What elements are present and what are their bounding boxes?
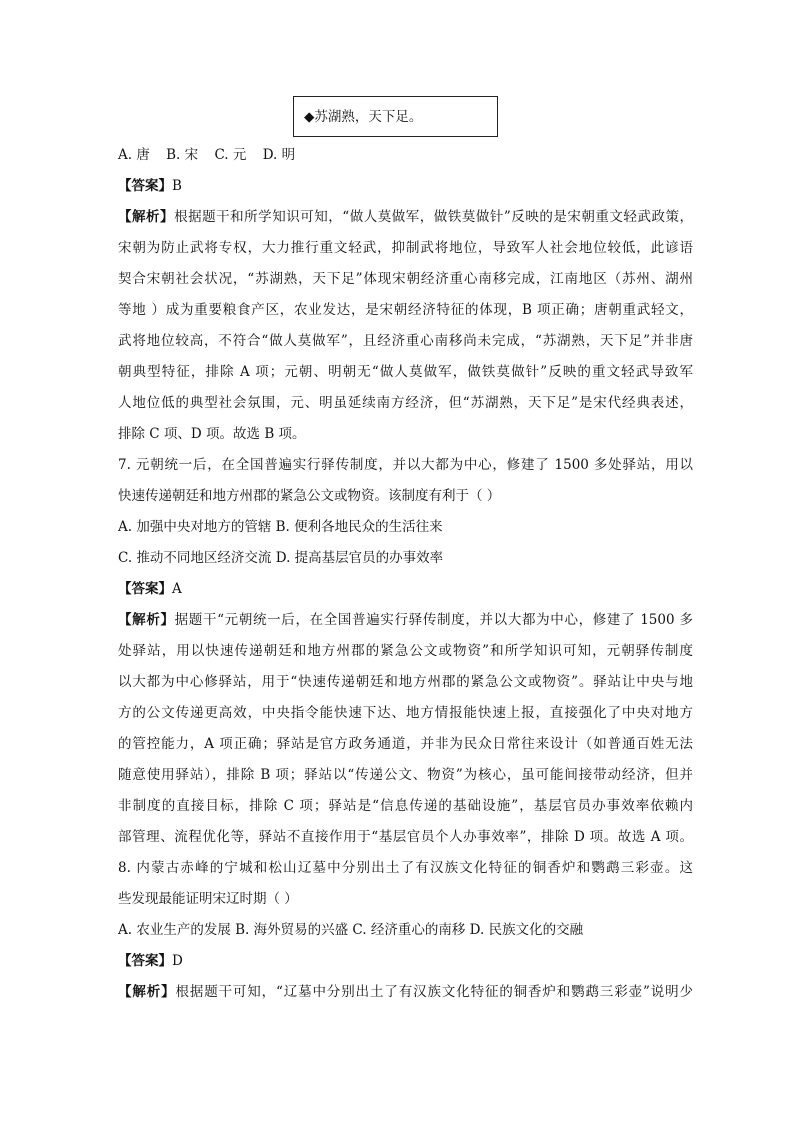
content-body [118,140,693,1008]
q7-options-line: C. 推动不同地区经济交流 D. 提高基层官员的办事效率 [118,550,444,566]
q6-answer [118,171,693,202]
q6-analysis-line: 契合宋朝社会状况，“苏湖熟，天下足”体现宋朝经济重心南移完成，江南地区（苏州、湖州 [118,271,693,287]
answer-tag: 【答案】 [118,581,172,597]
analysis-text: 据题干“元朝统一后，在全国普遍实行驿传制度，并以大都为中心，修建了 1500 多 [174,612,694,628]
q6-option-c: C. 元 [214,147,247,163]
q7-analysis-line: 以大都为中心修驿站，用于“快速传递朝廷和地方州郡的紧急公文或物资”。驿站让中央与地 [118,674,693,690]
q7-analysis-line: 随意使用驿站），排除 B 项；驿站以“传递公文、物资”为核心，虽可能间接带动经济，但并 [118,767,693,783]
q7-analysis-line: 处驿站，用以快速传递朝廷和地方州郡的紧急公文或物资”和所学知识可知，元朝驿传制度 [118,643,693,659]
q7-analysis-line: 方的公文传递更高效，中央指令能快速下达、地方情报能快速上报，直接强化了中央对地方 [118,705,693,721]
q8-stem-line: 些发现最能证明宋辽时期（ ） [118,891,298,907]
q8-answer [118,946,693,977]
q6-analysis-line: 宋朝为防止武将专权，大力推行重文轻武，抑制武将地位，导致军人社会地位较低，此谚语 [118,240,693,256]
q7-analysis-line [118,605,693,636]
q6-analysis-line [118,202,693,233]
q6-options [118,140,693,171]
q8-stem-line: 8. 内蒙古赤峰的宁城和松山辽墓中分别出土了有汉族文化特征的铜香炉和鹦鹉三彩壶。这 [118,860,693,876]
answer-tag: 【答案】 [118,953,172,969]
q8-options-line: A. 农业生产的发展 B. 海外贸易的兴盛 C. 经济重心的南移 D. 民族文化的交融 [118,922,584,938]
answer-value: B [172,178,182,194]
q7-analysis-line: 部管理、流程优化等，驿站不直接作用于“基层官员个人办事效率”，排除 D 项。故选 A 项。 [118,829,693,845]
q7-stem-line: 7. 元朝统一后，在全国普遍实行驿传制度，并以大都为中心，修建了 1500 多处驿站，用以 [118,457,693,473]
q7-analysis-line: 的管控能力，A 项正确；驿站是官方政务通道，并非为民众日常往来设计（如普通百姓无法 [118,736,693,752]
q8-analysis-line [118,977,693,1008]
answer-value: A [172,581,182,597]
q6-analysis-line: 排除 C 项、D 项。故选 B 项。 [118,426,306,442]
analysis-text: 根据题干可知，“辽墓中分别出土了有汉族文化特征的铜香炉和鹦鹉三彩壶”说明少 [175,984,693,1000]
q6-option-a: A. 唐 [118,147,150,163]
q6-analysis-line: 等地 ）成为重要粮食产区，农业发达，是宋朝经济特征的体现，B 项正确；唐朝重武轻文， [118,302,693,318]
quote-box [293,96,498,137]
q7-answer [118,574,693,605]
q7-options-line: A. 加强中央对地方的管辖 B. 便利各地民众的生活往来 [118,519,443,535]
analysis-text: 根据题干和所学知识可知，“做人莫做军，做铁莫做针”反映的是宋朝重文轻武政策， [174,209,694,225]
q7-analysis-line: 非制度的直接目标，排除 C 项；驿站是“信息传递的基础设施”，基层官员办事效率依赖内 [118,798,693,814]
q6-option-d: D. 明 [262,147,296,163]
q6-option-b: B. 宋 [166,147,199,163]
analysis-tag: 【解析】 [118,984,176,1000]
answer-tag: 【答案】 [118,178,172,194]
q6-analysis-line: 人地位低的典型社会氛围，元、明虽延续南方经济，但“苏湖熟，天下足”是宋代经典表述， [118,395,693,411]
q6-analysis-line: 朝典型特征，排除 A 项；元朝、明朝无“做人莫做军，做铁莫做针”反映的重文轻武导致军 [118,364,693,380]
analysis-tag: 【解析】 [118,612,175,628]
q7-stem-line: 快速传递朝廷和地方州郡的紧急公文或物资。该制度有利于（ ） [118,488,501,504]
analysis-tag: 【解析】 [118,209,175,225]
quote-text: ◆苏湖熟，天下足。 [304,109,423,125]
q6-analysis-line: 武将地位较高，不符合“做人莫做军”，且经济重心南移尚未完成，“苏湖熟，天下足”并非唐 [118,333,693,349]
answer-value: D [172,953,183,969]
